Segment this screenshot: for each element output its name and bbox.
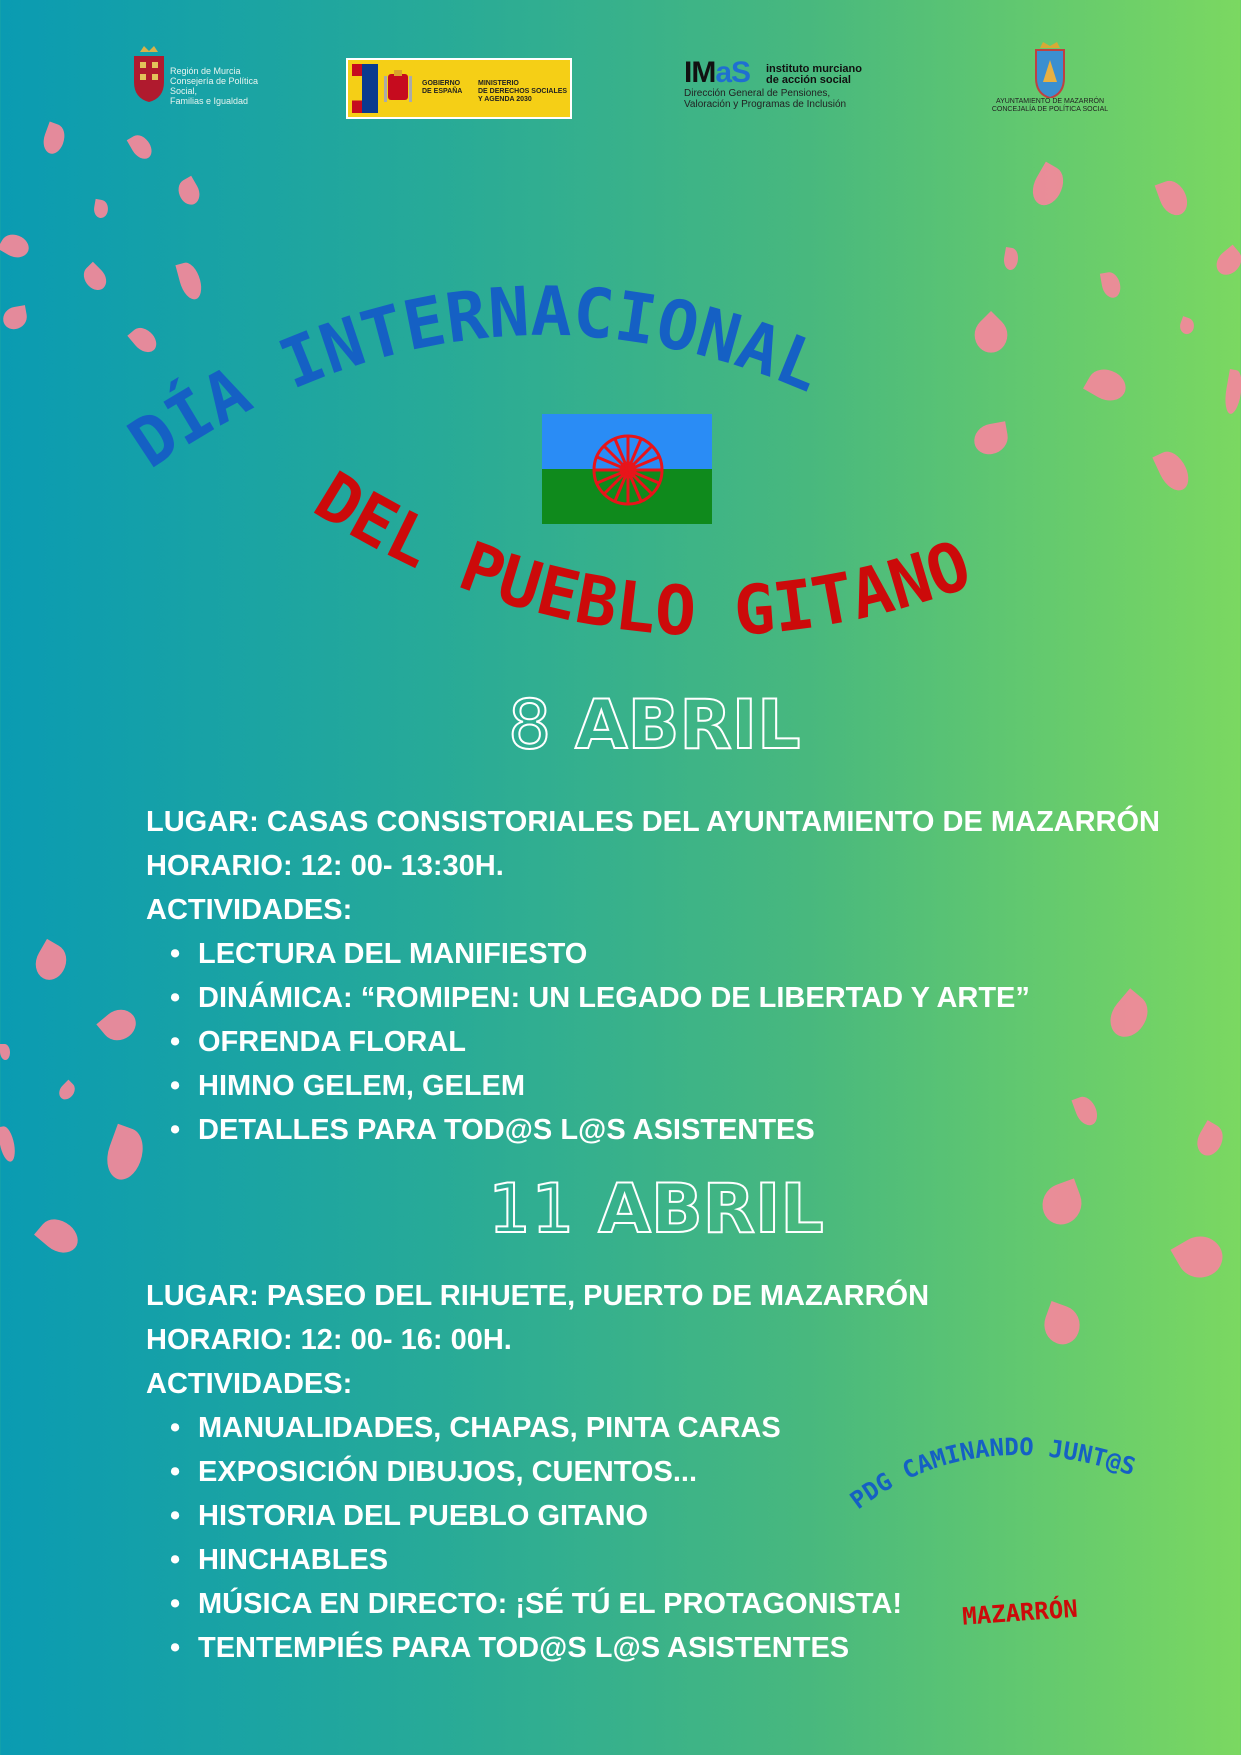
event1-activity-list (146, 932, 1160, 1152)
event1-lugar: LUGAR: CASAS CONSISTORIALES DEL AYUNTAMIENTO DE MAZARRÓN (146, 806, 1160, 838)
petal-decoration (0, 1044, 10, 1060)
list-item: • OFRENDA FLORAL (198, 1020, 1160, 1064)
imas-acronym: IMaS (684, 56, 751, 89)
event1-actividades-label: ACTIVIDADES: (146, 894, 353, 926)
list-item: • MANUALIDADES, CHAPAS, PINTA CARAS (198, 1406, 929, 1450)
chakra-wheel-icon (594, 436, 662, 504)
petal-decoration (1036, 1178, 1087, 1229)
list-item: • EXPOSICIÓN DIBUJOS, CUENTOS... (198, 1450, 929, 1494)
petal-decoration (29, 939, 73, 985)
event2-day: 11 (488, 1170, 575, 1249)
gobierno-text: GOBIERNO DE ESPAÑA (422, 80, 463, 95)
list-item: • HIMNO GELEM, GELEM (198, 1064, 1160, 1108)
tagline-line1: PDG CAMINANDO JUNT@S (844, 1432, 1139, 1515)
event2-horario: HORARIO: 12: 00- 16: 00H. (146, 1324, 512, 1356)
event2-lugar: LUGAR: PASEO DEL RIHUETE, PUERTO DE MAZARRÓN (146, 1280, 930, 1312)
tagline-line2: MAZARRÓN (961, 1594, 1079, 1631)
event1-horario: HORARIO: 12: 00- 13:30H. (146, 850, 504, 882)
event1-day: 8 (508, 686, 552, 765)
event1-date (508, 686, 800, 765)
event1-month: ABRIL (574, 686, 801, 765)
event2-actividades-label: ACTIVIDADES: (146, 1368, 353, 1400)
petal-decoration (56, 1080, 79, 1103)
list-item: • HISTORIA DEL PUEBLO GITANO (198, 1494, 929, 1538)
title-arc (0, 0, 1241, 700)
event2-month: ABRIL (598, 1170, 824, 1249)
romani-flag-icon (542, 414, 712, 524)
list-item: • DETALLES PARA TOD@S L@S ASISTENTES (198, 1108, 1160, 1152)
event1-details (146, 800, 1160, 1152)
petal-decoration (1170, 1228, 1229, 1286)
list-item: • MÚSICA EN DIRECTO: ¡SÉ TÚ EL PROTAGONISTA! (198, 1582, 929, 1626)
ministerio-text: MINISTERIO DE DERECHOS SOCIALES Y AGENDA 2030 (478, 80, 568, 103)
imas-name: instituto murciano de acción social (766, 63, 862, 86)
event2-details (146, 1274, 929, 1670)
list-item: • LECTURA DEL MANIFIESTO (198, 932, 1160, 976)
title-line1: DÍA INTERNACIONAL (115, 272, 833, 484)
murcia-logo-text: Región de Murcia Consejería de Política Social, Familias e Igualdad (170, 66, 259, 106)
title-line2: DEL PUEBLO GITANO (301, 457, 981, 653)
petal-decoration (1192, 1120, 1229, 1160)
petal-decoration (0, 1125, 17, 1163)
mazarron-logo-text: AYUNTAMIENTO DE MAZARRÓN CONCEJALÍA DE POLÍTICA SOCIAL (991, 98, 1109, 113)
petal-decoration (96, 1003, 141, 1048)
imas-department: Dirección General de Pensiones, Valoración y Programas de Inclusión (684, 88, 847, 110)
list-item: • DINÁMICA: “ROMIPEN: UN LEGADO DE LIBERTAD Y ARTE” (198, 976, 1160, 1020)
petal-decoration (100, 1124, 150, 1184)
list-item: • HINCHABLES (198, 1538, 929, 1582)
list-item: • TENTEMPIÉS PARA TOD@S L@S ASISTENTES (198, 1626, 929, 1670)
event2-activity-list (146, 1406, 929, 1670)
petal-decoration (34, 1212, 84, 1261)
petal-decoration (1039, 1301, 1086, 1349)
event2-date (488, 1170, 824, 1249)
